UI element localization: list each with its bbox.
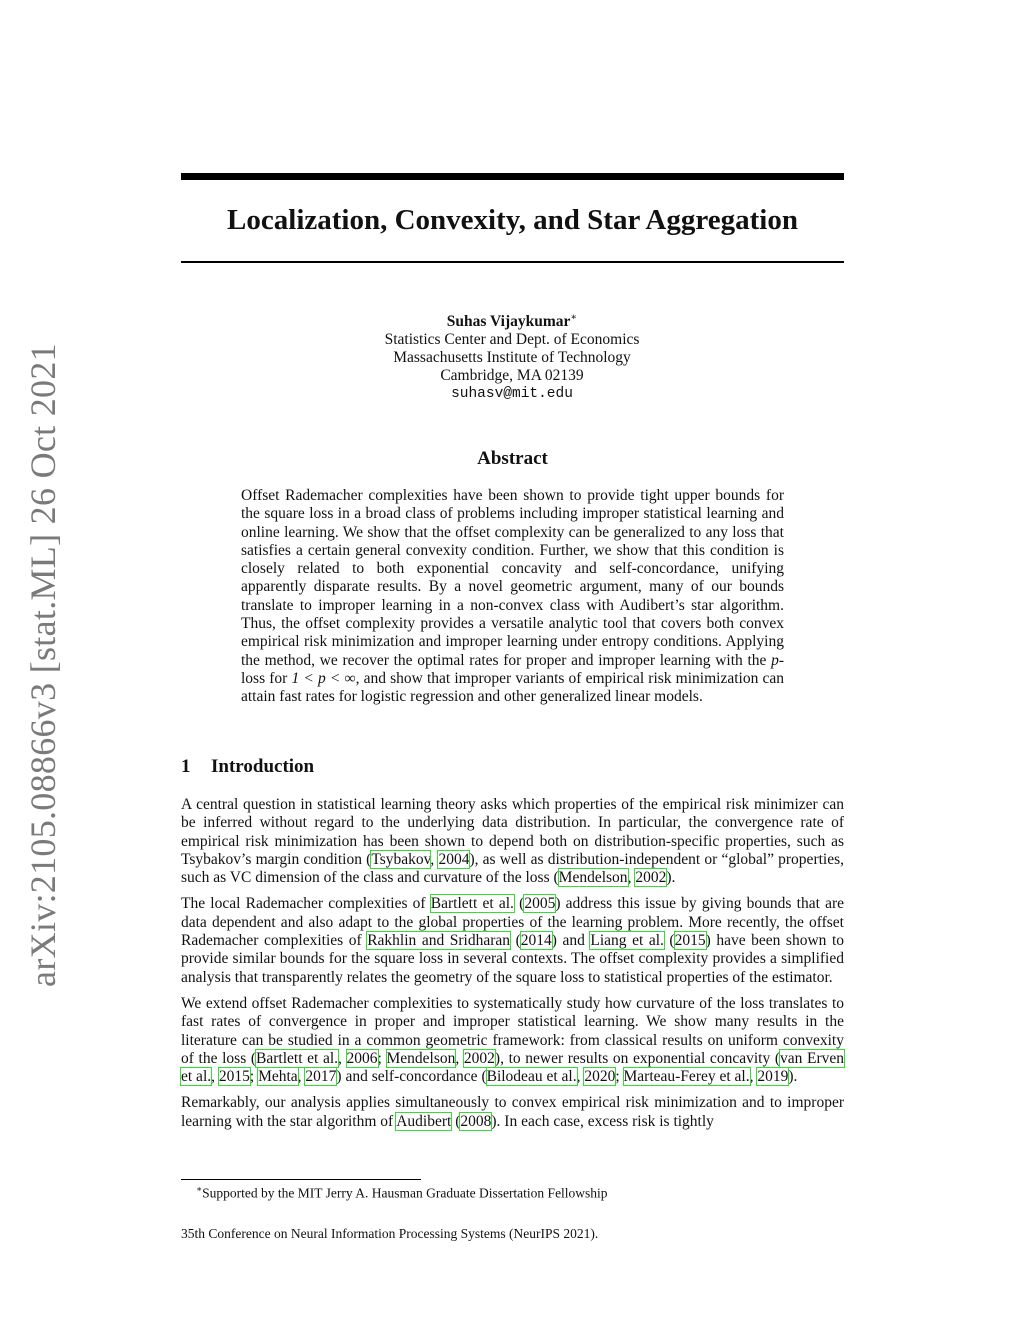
author-affiliation-1: Statistics Center and Dept. of Economics xyxy=(384,331,640,349)
citation-link[interactable]: Rakhlin and Sridharan xyxy=(367,932,511,950)
intro-paragraph-4: Remarkably, our analysis applies simultaneously to convex empirical risk minimization and to improper learning with the star algorithm of Audibert (2008). In each case, excess risk is tightly xyxy=(181,1094,844,1130)
intro-paragraph-3: We extend offset Rademacher complexities to systematically study how curvature of the loss translates to fast rates of convergence in proper and improper statistical learning. We show many results in the literature can be studied in a common geometric framework: from classical results on uniform convexity of the loss (Bartlett et al., 2006; Mendelson, 2002), to newer results on exponential concavity (van Erven et al., 2015; Mehta, 2017) and self-concordance (Bilodeau et al., 2020; Marteau-Ferey et al., 2019). xyxy=(181,994,845,1086)
author-affiliation-2: Massachusetts Institute of Technology xyxy=(393,349,631,367)
citation-link[interactable]: Bilodeau et al. xyxy=(486,1068,577,1086)
abstract-body: Offset Rademacher complexities have been shown to provide tight upper bounds for the square loss in a broad class of problems including improper statistical learning and online learning. We show that the offset complexity can be generalized to any loss that satisfies a certain general convexity condition. Further, we show that this condition is closely related to both exponential concavity and self-concordance, unifying apparently disparate results. By a novel geometric argument, many of our bounds translate to improper learning in a non-convex class with Audibert’s star algorithm. Thus, the offset complexity provides a versatile analytic tool that covers both convex empirical risk minimization and improper learning under entropy conditions. Applying the method, we recover the optimal rates for proper and improper learning with the p-loss for 1 < p < ∞, and show that improper variants of empirical risk minimization can attain fast rates for logistic regression and other generalized linear models. xyxy=(241,487,784,706)
abstract-heading: Abstract xyxy=(477,448,548,469)
title-rule-top xyxy=(181,173,844,180)
citation-link[interactable]: van Erven et al. xyxy=(181,1049,845,1086)
paper-title: Localization, Convexity, and Star Aggregation xyxy=(227,204,798,236)
citation-link[interactable]: 2015 xyxy=(674,932,706,950)
citation-link[interactable]: 2002 xyxy=(635,869,667,887)
footnote-text: Supported by the MIT Jerry A. Hausman Graduate Dissertation Fellowship xyxy=(202,1185,608,1201)
citation-link[interactable]: 2005 xyxy=(524,895,556,913)
section-title: Introduction xyxy=(211,756,315,777)
author-footnote-mark: ∗ xyxy=(570,312,578,323)
citation-link[interactable]: 2020 xyxy=(584,1068,616,1086)
section-heading-introduction xyxy=(181,756,844,778)
citation-link[interactable]: 2006 xyxy=(346,1049,378,1067)
author-email[interactable]: suhasv@mit.edu xyxy=(451,386,573,403)
arxiv-stamp-text: arXiv:2105.08866v3 [stat.ML] 26 Oct 2021 xyxy=(22,343,63,987)
citation-link[interactable]: Mendelson xyxy=(386,1049,456,1067)
footnote-rule xyxy=(181,1179,421,1180)
section-number: 1 xyxy=(181,756,191,777)
citation-link[interactable]: 2014 xyxy=(520,932,552,950)
intro-paragraph-2: The local Rademacher complexities of Bartlett et al. (2005) address this issue by giving bounds that are data dependent and also adapt to the global properties of the learning problem. More recently, the offset Rademacher complexities of Rakhlin and Sridharan (2014) and Liang et al. (2015) have been shown to provide similar bounds for the square loss in several contexts. The offset complexity provides a simplified analysis that transparently relates the geometry of the square loss to statistical properties of the estimator. xyxy=(181,895,845,986)
citation-link[interactable]: Mehta xyxy=(258,1068,298,1086)
author-location: Cambridge, MA 02139 xyxy=(440,367,584,385)
citation-link[interactable]: Bartlett et al. xyxy=(256,1049,339,1067)
citation-link[interactable]: Tsybakov xyxy=(371,850,431,868)
citation-link[interactable]: 2015 xyxy=(218,1068,250,1086)
conference-notice: 35th Conference on Neural Information Processing Systems (NeurIPS 2021). xyxy=(181,1226,599,1241)
introduction-body xyxy=(181,796,844,1139)
citation-link[interactable]: 2004 xyxy=(438,850,470,868)
author-name: Suhas Vijaykumar∗ xyxy=(446,312,578,331)
citation-link[interactable]: Audibert xyxy=(396,1112,452,1130)
arxiv-stamp xyxy=(20,343,65,987)
citation-link[interactable]: Liang et al. xyxy=(590,932,664,950)
citation-link[interactable]: 2008 xyxy=(460,1112,492,1130)
citation-link[interactable]: 2019 xyxy=(757,1068,789,1086)
citation-link[interactable]: Bartlett et al. xyxy=(430,895,514,913)
citation-link[interactable]: Mendelson xyxy=(558,869,628,887)
footnote xyxy=(196,1181,836,1202)
citation-link[interactable]: 2002 xyxy=(463,1049,495,1067)
footnote-mark: ∗ xyxy=(196,1184,203,1194)
title-rule-bottom xyxy=(181,261,844,263)
p-range: 1 < p < ∞ xyxy=(291,669,356,687)
citation-link[interactable]: 2017 xyxy=(305,1068,337,1086)
citation-link[interactable]: Marteau-Ferey et al. xyxy=(623,1068,750,1086)
intro-paragraph-1: A central question in statistical learning theory asks which properties of the empirical risk minimizer can be inferred without regard to the underlying data distribution. In particular, the convergence rate of empirical risk minimization has been shown to depend both on distribution-specific properties, such as Tsybakov’s margin condition (Tsybakov, 2004), as well as distribution-independent or “global” properties, such as VC dimension of the class and curvature of the loss (Mendelson, 2002). xyxy=(181,796,845,887)
p-variable: p xyxy=(771,651,779,669)
author-block xyxy=(300,309,724,403)
